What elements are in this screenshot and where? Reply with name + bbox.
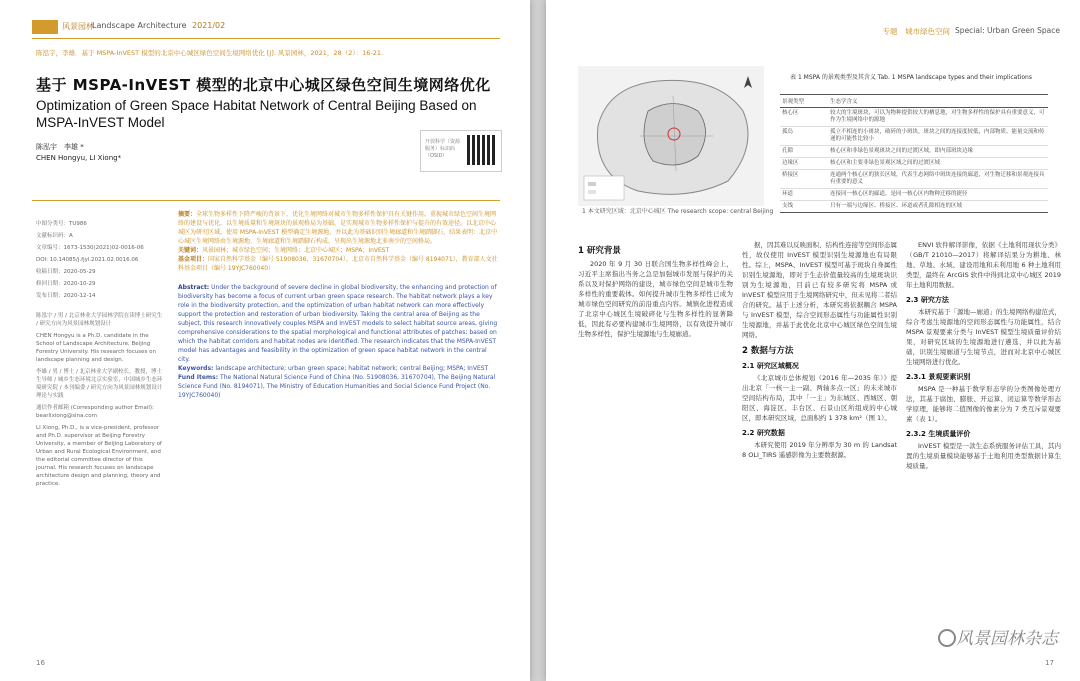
- authors-en: CHEN Hongyu, LI Xiong*: [36, 154, 122, 162]
- keywords-zh-label: 关键词：: [178, 247, 203, 254]
- article-sidebar: [36, 220, 164, 492]
- keywords-en-label: Keywords:: [178, 365, 214, 372]
- fund-en-text: The National Natural Science Fund of China (No. 51908036, 31670704), The Beijing Natural Science Fund (No. 8194071), The Ministry of Education Humanities and Social Science Fund Project (No. 19YJC760040): [178, 374, 496, 399]
- qr-code-icon[interactable]: [467, 135, 497, 165]
- table-cell: 较大的生境斑块，可以为物种提供较大的栖息地，对生物多样性的保护具有重要意义，可作为生境网络中的源地: [828, 108, 1048, 127]
- subsection-heading: 2.3.1 景观要素识别: [906, 373, 971, 381]
- table-cell: 只有一端与边缘区、桥接区、环道或者孔隙相连的区域: [828, 201, 1048, 213]
- osid-box: [420, 130, 502, 172]
- section-en: Special: Urban Green Space: [955, 26, 1060, 35]
- table-title: 表 1 MSPA 的景观类型及其含义 Tab. 1 MSPA landscape types and their implications: [790, 74, 1032, 81]
- title-zh: 基于 MSPA-InVEST 模型的北京中心城区绿色空间生境网络优化: [36, 76, 491, 94]
- body-paragraph: 本研究使用 2019 年分辨率为 30 m 的 Landsat 8 OLI_TIRS 遥感影像为主要数据源。: [742, 441, 897, 459]
- table-cell: 核心区和非绿色景观斑块之间的过渡区域，即内部斑块边缘: [828, 146, 1048, 158]
- table-cell: 连通两个核心区的狭长区域，代表生态网络中斑块连接的廊道，对生物迁移和景观连接具有重要的意义: [828, 170, 1048, 189]
- landscape-type-table: [780, 94, 1048, 213]
- table-row: [780, 127, 1048, 146]
- fund-en: [178, 373, 500, 400]
- table-cell: 支线: [780, 201, 828, 213]
- citation: 陈泓宇，李雄．基于 MSPA-InVEST 模型的北京中心城区绿色空间生境网络优化 [J]. 风景园林，2021，28（2）：16-21.: [36, 49, 384, 57]
- table-row: [780, 201, 1048, 213]
- journal-issue: 2021/02: [192, 21, 226, 30]
- body-paragraph: 2020 年 9 月 30 日联合国生物多样性峰会上，习近平主席指出当务之急是加强城市发展与保护的关系以及对保护网络的建设，城市绿色空间是城市生物多样性的重要载体。如何提升城市生物多样性已成为城市绿色空间研究的前沿重点内容。城镇化进程造成了北京中心城区生境破碎化与生物多样性的显著降低，因此有必要构建城市生境网络，以有效提升城市生物多样性，保护生境源地与生境廊道。: [578, 260, 733, 338]
- table-cell: 边缘区: [780, 158, 828, 170]
- meta-line: 中图分类号：TU986: [36, 221, 87, 227]
- author-bio: 陈泓宇 / 男 / 北京林业大学园林学院在读博士研究生 / 研究方向为风景园林规划设计: [36, 313, 163, 327]
- meta-line: 收稿日期：2020-05-29: [36, 269, 96, 275]
- table-row: [780, 170, 1048, 189]
- body-paragraph: ENVI 软件解译影像，依据《土地利用现状分类》（GB/T 21010—2017）将解译结果分为耕地、林地、草地、水域、建设用地和未利用地 6 种土地利用类型，最终在 ArcGIS 软件中得到北京中心城区 2019 年土地利用数据。: [906, 241, 1061, 289]
- figure-caption: 1 本文研究区域：北京中心城区 The research scope: central Beijing: [582, 208, 774, 215]
- right-page: [546, 0, 1080, 681]
- page-number: 17: [1045, 659, 1054, 667]
- keywords-zh-text: 风景园林；城市绿色空间；生境网络；北京中心城区；MSPA；InVEST: [202, 247, 390, 254]
- title-rule: [32, 200, 500, 201]
- watermark: 风景园林杂志: [956, 629, 1058, 649]
- table-row: [780, 189, 1048, 201]
- abstract-zh: [178, 210, 500, 246]
- table-cell: 孤岛: [780, 127, 828, 146]
- table-cell: 孤立不相连的小斑块，破碎的小斑块，斑块之间的连接度较低，内部物质、能量交流和传递的可能性比较小: [828, 127, 1048, 146]
- journal-header: [32, 20, 500, 34]
- page-number: 16: [36, 659, 45, 667]
- meta-line: 文章编号：1673-1530(2021)02-0016-06: [36, 245, 144, 251]
- subsection-heading: 2.3.2 生境质量评价: [906, 430, 971, 438]
- table-header-cell: 景观类型: [780, 95, 828, 108]
- table-cell: 孔隙: [780, 146, 828, 158]
- table-row: [780, 108, 1048, 127]
- journal-name: Landscape Architecture: [92, 21, 187, 30]
- header-rule: [32, 38, 500, 39]
- body-paragraph: 本研究基于「源地—廊道」的生境网络构建范式，综合考虑生境源地的空间形态属性与功能属性，结合 MSPA 景观要素分类与 InVEST 模型生境质量评价结果，对研究区域的生境源地进行遴选，并以此为基础，识别生境廊道与生境节点，进而对北京中心城区生境网络进行优化。: [906, 308, 1061, 366]
- study-area-map: [578, 66, 764, 206]
- body-column-2: [742, 240, 897, 460]
- abstract-en: [178, 283, 500, 364]
- journal-logo-text: 风景园林: [62, 22, 94, 31]
- table-cell: 核心区和主要非绿色景观区域之间的过渡区域: [828, 158, 1048, 170]
- body-column-3: [906, 240, 1061, 471]
- body-paragraph: 《北京城市总体规划（2016 年—2035 年）》提出北京「一核一主一副、两轴多点一区」的未来城市空间结构布局，其中「一主」为东城区、西城区、朝阳区、海淀区、丰台区、石景山区所组成的中心城区，即本研究区域，总面积约 1 378 km²（图 1）。: [742, 374, 897, 422]
- table-header-cell: 生态学含义: [828, 95, 1048, 108]
- osid-label: 开放科学（资源服务）标识码（OSID）: [425, 139, 461, 159]
- meta-line: 文献标识码：A: [36, 233, 73, 239]
- keywords-en: [178, 364, 500, 373]
- abstract-en-label: Abstract:: [178, 284, 210, 291]
- abstract-en-text: Under the background of severe decline in global biodiversity, the enhancing and protection of biodiversity has become a focus of current urban green space research. The habitat network plays a key role in the biodiversity protection, and the optimization of urban habitat network can more effectively support the protection and restoration of urban biodiversity. Taking the central area of Beijing as the subject, this research innovatively couples MSPA and InVEST models to select habitat source areas, giving comprehensive considerations to the spatial morphological and functional attributes of patches; based on which the habitat corridors and habitat nodes are identified. The research indicates that the MSPA-InVEST model has advantages and feasibility in the optimization of green space habitat network in the central city.: [178, 284, 498, 363]
- body-paragraph: 据，因其难以反映面积、结构性连接等空间形态属性，故仅使用 InVEST 模型识别生境源地也有局限性。综上，MSPA、InVEST 模型可基于斑块自身属性识别生境源地，即对于生态价值量较高的生境斑块识别为生境源地，目前已有较多研究将 MSPA 或 InVEST 模型应用于生境网络研究中，但未见将二者结合的研究。基于上述分析，本研究将依据耦合 MSPA 与 InVEST 模型，综合空间形态属性与功能属性识别生境源地，并基于此优化北京中心城区绿色空间生境网络。: [742, 241, 897, 339]
- table-row: [780, 158, 1048, 170]
- body-paragraph: MSPA 是一种基于数学形态学的分类图像处理方法，其基于腐蚀、膨胀、开运算、闭运算等数学形态学原理，能够将二值图像的像素分为 7 类互斥景观要素（表 1）。: [906, 385, 1061, 423]
- table-header-row: [780, 95, 1048, 108]
- fund-zh-label: 基金项目：: [178, 256, 209, 263]
- author-email: 通信作者邮箱 (Corresponding author Email): bearlixiong@sina.com: [36, 405, 154, 419]
- meta-line: 发布日期：2020-12-14: [36, 293, 96, 299]
- abstract-block: [178, 210, 500, 400]
- subsection-heading: 2.2 研究数据: [742, 429, 785, 437]
- table-cell: 核心区: [780, 108, 828, 127]
- subsection-heading: 2.3 研究方法: [906, 296, 949, 304]
- body-column-1: [578, 240, 733, 339]
- table-cell: 环道: [780, 189, 828, 201]
- fund-en-label: Fund Items:: [178, 374, 219, 381]
- author-bio: 李雄 / 男 / 博士 / 北京林业大学副校长，教授，博士生导师 / 城乡生态环境北京实验室，中国城乡生态环境研究院 / 本刊编委 / 研究方向为风景园林规划设计理论与实践: [36, 369, 163, 399]
- section-zh: 专题 城市绿色空间: [882, 27, 950, 36]
- meta-line: 修回日期：2020-10-29: [36, 281, 96, 287]
- meta-line: DOI: 10.14085/j.fjyl.2021.02.0016.06: [36, 257, 139, 263]
- fund-zh-text: 国家自然科学基金（编号 51908036，31670704），北京市自然科学基金（编号 8194071），教育部人文社科基金项目（编号 19YJC760040）: [178, 256, 498, 272]
- keywords-zh: [178, 246, 500, 255]
- authors-zh: 陈泓宇 李雄 *: [36, 143, 84, 151]
- table-cell: 桥接区: [780, 170, 828, 189]
- abstract-zh-text: 全球生物多样性下降严峻的背景下，优化生境网络对城市生物多样性保护具有关键作用。重视城市绿色空间生境网络的建设与优化，以生境质量和生境斑块的景观格局为基础，是实现城市生物多样性保护与提升的有效途径。以北京中心城区为研究区域，使用 MSPA-InVEST 模型确定生境源地，并以此为基础识别生境廊道和生境踏脚石，结果表明：北京中心城区生境网络由生境源地、生境廊道和生境踏脚石构成，呈现出生境源地北多南少的空间格局。: [178, 211, 498, 245]
- keywords-en-text: landscape architecture; urban green space; habitat network; central Beijing; MSPA; InVEST: [215, 365, 489, 372]
- table-row: [780, 146, 1048, 158]
- author-bio: LI Xiong, Ph.D., is a vice-president, professor and Ph.D. supervisor at Beijing Forestry University, a member of Beijing Laboratory of Urban and Rural Ecological Environment, and the editorial committee director of this journal. His research focuses on landscape architecture design and planning, theory and practice.: [36, 425, 162, 487]
- abstract-zh-label: 摘要：: [178, 211, 197, 218]
- journal-logo: [32, 20, 58, 34]
- sidebar-meta: [36, 220, 164, 300]
- wechat-icon: [938, 629, 956, 647]
- author-bio: CHEN Hongyu is a Ph.D. candidate in the School of Landscape Architecture, Beijing Forestry University. His research focuses on landscape planning and design.: [36, 333, 156, 363]
- left-page: [0, 0, 530, 681]
- section-heading: 2 数据与方法: [742, 346, 794, 356]
- fund-zh: [178, 255, 500, 273]
- subsection-heading: 2.1 研究区域概况: [742, 362, 799, 370]
- table-cell: 连接同一核心区的廊道，是同一核心区内物种迁移的捷径: [828, 189, 1048, 201]
- section-header: [546, 26, 1060, 38]
- section-heading: 1 研究背景: [578, 246, 621, 256]
- title-en: Optimization of Green Space Habitat Network of Central Beijing Based on MSPA-InVEST Model: [36, 98, 477, 130]
- body-paragraph: InVEST 模型是一款生态系统服务评估工具，其内置的生境质量模块能够基于土地利用类型数据计算生境质量。: [906, 442, 1061, 470]
